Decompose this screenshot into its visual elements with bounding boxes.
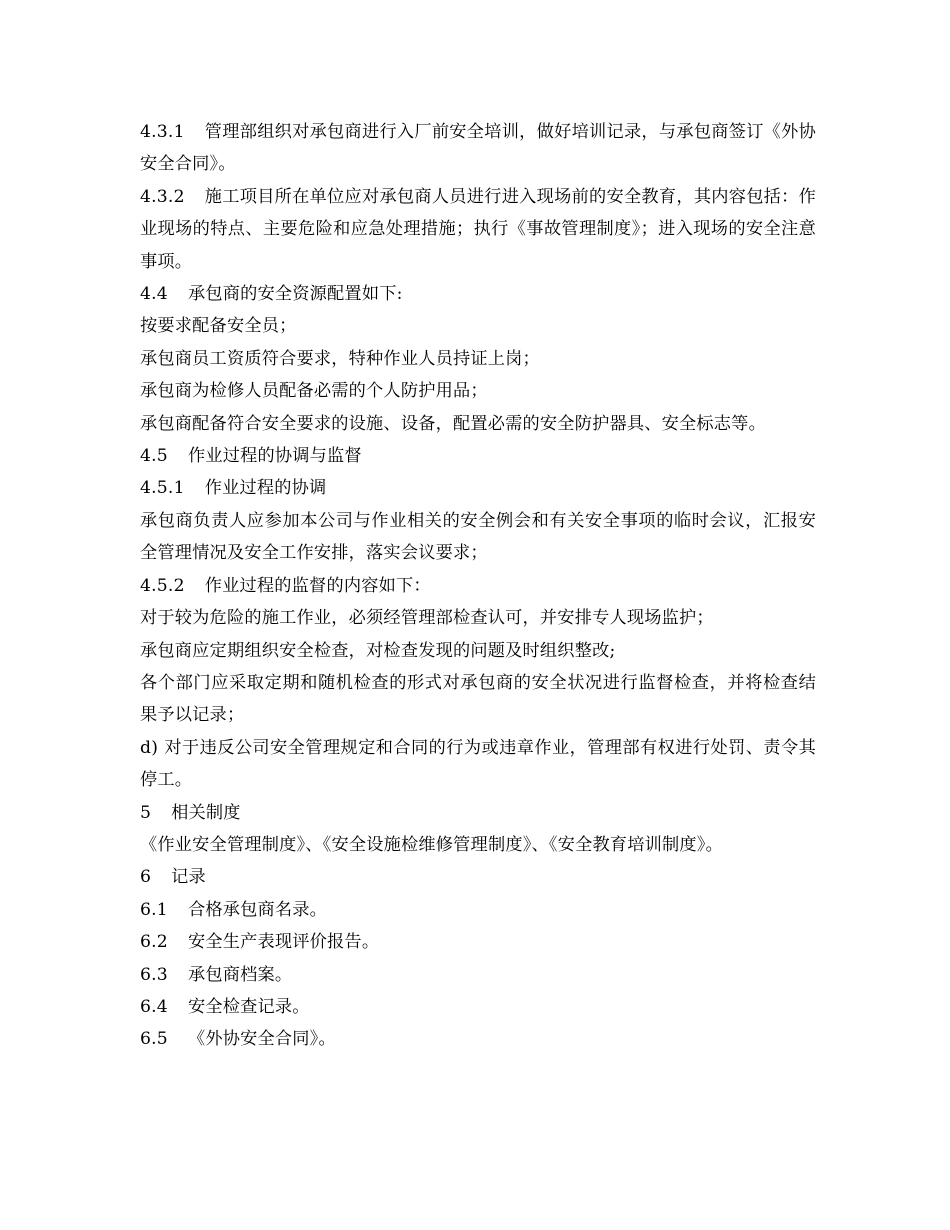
clause-number: d) <box>140 737 159 758</box>
record-item-6-4 <box>140 991 816 1023</box>
paragraph-text: 承包商的安全资源配置如下: <box>187 284 403 305</box>
paragraph-4-5 <box>140 440 816 472</box>
section-number: 5 <box>140 802 152 823</box>
clause-number: 4.3.1 <box>140 122 185 142</box>
section-heading-5 <box>140 797 816 829</box>
paragraph-text: 作业过程的协调 <box>204 478 327 499</box>
paragraph-text: 安全检查记录。 <box>187 996 310 1017</box>
paragraph-text: 《外协安全合同》。 <box>187 1029 336 1050</box>
paragraph-text: 承包商员工资质符合要求，特种作业人员持证上岗； <box>140 348 540 369</box>
list-item <box>140 343 816 375</box>
paragraph-4-4 <box>140 278 816 310</box>
paragraph-4-3-2 <box>140 181 816 278</box>
record-item-6-5 <box>140 1023 816 1055</box>
paragraph-text: 管理部组织对承包商进行入厂前安全培训，做好培训记录，与承包商签订《外协安全合同》。 <box>140 122 816 175</box>
list-item <box>140 375 816 407</box>
list-item-d <box>140 732 816 797</box>
paragraph-text: 各个部门应采取定期和随机检查的形式对承包商的安全状况进行监督检查，并将检查结果予以记录； <box>140 672 816 726</box>
paragraph-text: 施工项目所在单位应对承包商人员进行进入现场前的安全教育，其内容包括：作业现场的特点、主要危险和应急处理措施；执行《事故管理制度》；进入现场的安全注意事项。 <box>140 186 816 272</box>
record-item-6-3 <box>140 959 816 991</box>
list-item <box>140 505 816 570</box>
paragraph-text: 承包商档案。 <box>187 964 293 985</box>
section-heading-6 <box>140 861 816 893</box>
section-title: 记录 <box>171 867 206 888</box>
list-item <box>140 667 816 732</box>
list-item <box>140 602 816 634</box>
clause-number: 4.5.2 <box>140 575 185 596</box>
section-number: 6 <box>140 867 152 888</box>
record-item-6-2 <box>140 926 816 958</box>
list-item <box>140 829 816 861</box>
paragraph-text: 安全生产表现评价报告。 <box>187 932 380 953</box>
paragraph-text: 作业过程的监督的内容如下： <box>204 575 431 596</box>
record-item-6-1 <box>140 894 816 926</box>
list-item <box>140 408 816 440</box>
paragraph-text: 承包商负责人应参加本公司与作业相关的安全例会和有关安全事项的临时会议，汇报安全管理情况及安全工作安排，落实会议要求； <box>140 510 816 564</box>
paragraph-4-5-1 <box>140 472 816 504</box>
clause-number: 4.4 <box>140 284 168 305</box>
clause-number: 4.5 <box>140 446 168 467</box>
list-item <box>140 635 816 667</box>
paragraph-text: 承包商应定期组织安全检查，对检查发现的问题及时组织整改; <box>140 640 616 661</box>
clause-number: 6.5 <box>140 1029 168 1050</box>
paragraph-text: 承包商配备符合安全要求的设施、设备，配置必需的安全防护器具、安全标志等。 <box>140 413 766 434</box>
clause-number: 6.1 <box>140 899 168 920</box>
paragraph-text: 合格承包商名录。 <box>187 899 328 920</box>
paragraph-text: 承包商为检修人员配备必需的个人防护用品； <box>140 381 488 402</box>
clause-number: 4.3.2 <box>140 186 185 207</box>
paragraph-4-3-1 <box>140 116 816 181</box>
paragraph-text: 对于较为危险的施工作业，必须经管理部检查认可，并安排专人现场监护； <box>140 608 714 629</box>
document-body <box>140 116 816 1056</box>
clause-number: 6.3 <box>140 964 168 985</box>
paragraph-text: 按要求配备安全员； <box>140 316 297 337</box>
paragraph-text: 对于违反公司安全管理规定和合同的行为或违章作业，管理部有权进行处罚、责令其停工。 <box>140 737 816 791</box>
list-item <box>140 310 816 342</box>
section-title: 相关制度 <box>171 802 241 823</box>
clause-number: 6.4 <box>140 996 168 1017</box>
paragraph-text: 作业过程的协调与监督 <box>187 446 362 467</box>
clause-number: 6.2 <box>140 932 168 953</box>
paragraph-text: 《作业安全管理制度》、《安全设施检维修管理制度》、《安全教育培训制度》。 <box>140 834 723 855</box>
paragraph-4-5-2 <box>140 570 816 602</box>
clause-number: 4.5.1 <box>140 478 185 499</box>
